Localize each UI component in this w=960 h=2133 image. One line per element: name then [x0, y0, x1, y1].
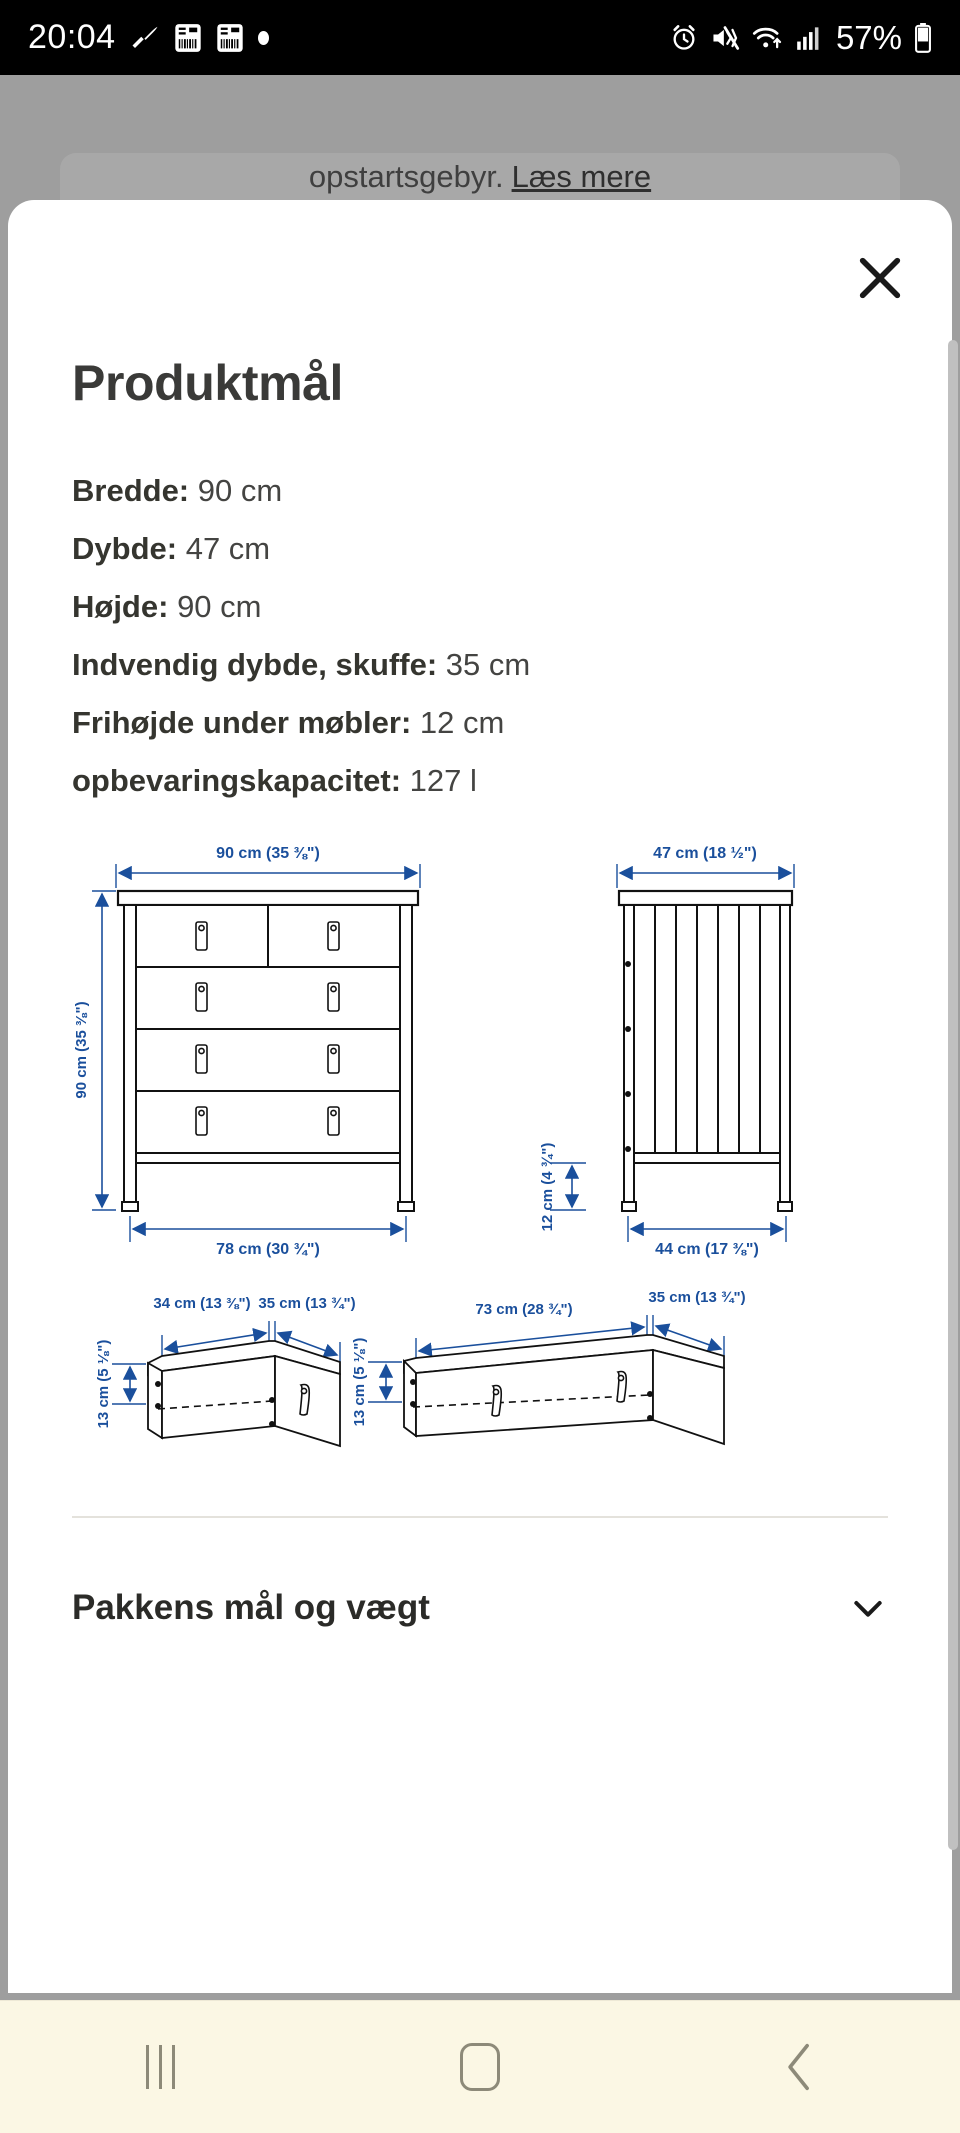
banner-text: opstartsgebyr.: [308, 159, 504, 194]
spec-label: opbevaringskapacitet:: [72, 763, 402, 798]
battery-percent: 57%: [835, 18, 902, 56]
ticket-barcode-icon: [174, 23, 202, 53]
packaging-accordion[interactable]: [72, 1518, 888, 1658]
spec-row: [72, 578, 888, 636]
modal-header: [8, 200, 952, 310]
mute-vibrate-icon: [710, 24, 740, 52]
small-drawer-width-label: 34 cm (13 ⅜"): [153, 1295, 251, 1312]
front-height-label: 90 cm (35 ⅜"): [73, 1001, 90, 1099]
banner-read-more-link[interactable]: Læs mere: [511, 159, 652, 194]
recents-icon[interactable]: [85, 2012, 235, 2122]
spec-value: 127 l: [409, 763, 477, 798]
dot-indicator-icon: [258, 31, 269, 45]
spec-label: Bredde:: [72, 473, 190, 508]
large-drawer-depth-label: 35 cm (13 ¾"): [648, 1289, 746, 1306]
dimension-diagram: [72, 844, 888, 1464]
accordion-label: Pakkens mål og vægt: [72, 1588, 430, 1627]
spec-row: [72, 462, 888, 520]
home-icon[interactable]: [405, 2012, 555, 2122]
spec-row: [72, 636, 888, 694]
status-bar-left: [28, 18, 269, 57]
battery-icon: [914, 23, 932, 53]
page-title: Produktmål: [72, 355, 344, 411]
chevron-down-icon: [848, 1588, 888, 1628]
close-x-glyph: [854, 252, 906, 304]
spec-label: Indvendig dybde, skuffe:: [72, 647, 438, 682]
cellular-signal-icon: [796, 25, 822, 51]
large-drawer-height-label: 13 cm (5 ⅛"): [351, 1337, 368, 1427]
spec-value: 35 cm: [445, 647, 531, 682]
side-base-depth-label: 44 cm (17 ⅜"): [655, 1241, 759, 1258]
spec-value: 47 cm: [185, 531, 271, 566]
recents-glyph: [146, 2045, 175, 2089]
banner-text-row: [309, 159, 651, 195]
spec-label: Højde:: [72, 589, 169, 624]
alarm-clock-icon: [670, 24, 698, 52]
clearance-label: 12 cm (4 ¾"): [539, 1142, 556, 1232]
side-view: [539, 845, 794, 1258]
back-glyph: [783, 2042, 817, 2092]
status-bar-right: [670, 19, 932, 57]
wifi-icon: [752, 24, 784, 52]
clean-brush-icon: [130, 23, 160, 53]
ticket-barcode-icon: [216, 23, 244, 53]
large-drawer-width-label: 73 cm (28 ¾"): [475, 1301, 573, 1318]
large-drawer-view: [351, 1289, 746, 1444]
front-view: [73, 845, 420, 1258]
small-drawer-view: [95, 1295, 356, 1446]
back-icon[interactable]: [725, 2012, 875, 2122]
spec-value: 90 cm: [197, 473, 283, 508]
technical-drawing: [72, 844, 888, 1464]
front-width-label: 90 cm (35 ⅜"): [216, 845, 320, 862]
modal-body: [8, 354, 952, 1658]
android-nav-bar: [0, 2000, 960, 2133]
spec-list: [72, 462, 888, 810]
product-dimensions-modal: [8, 200, 952, 1993]
spec-row: [72, 694, 888, 752]
spec-value: 90 cm: [177, 589, 262, 624]
front-base-width-label: 78 cm (30 ¾"): [216, 1241, 320, 1258]
spec-row: [72, 520, 888, 578]
spec-label: Frihøjde under møbler:: [72, 705, 412, 740]
side-depth-label: 47 cm (18 ½"): [653, 845, 757, 862]
spec-value: 12 cm: [419, 705, 505, 740]
status-bar: [0, 0, 960, 75]
small-drawer-depth-label: 35 cm (13 ¾"): [258, 1295, 356, 1312]
vertical-scrollbar[interactable]: [948, 340, 958, 1850]
spec-row: [72, 752, 888, 810]
close-icon[interactable]: [850, 248, 910, 308]
small-drawer-height-label: 13 cm (5 ⅛"): [95, 1339, 112, 1429]
home-glyph: [460, 2043, 500, 2091]
status-time: 20:04: [28, 18, 116, 56]
spec-label: Dybde:: [72, 531, 178, 566]
